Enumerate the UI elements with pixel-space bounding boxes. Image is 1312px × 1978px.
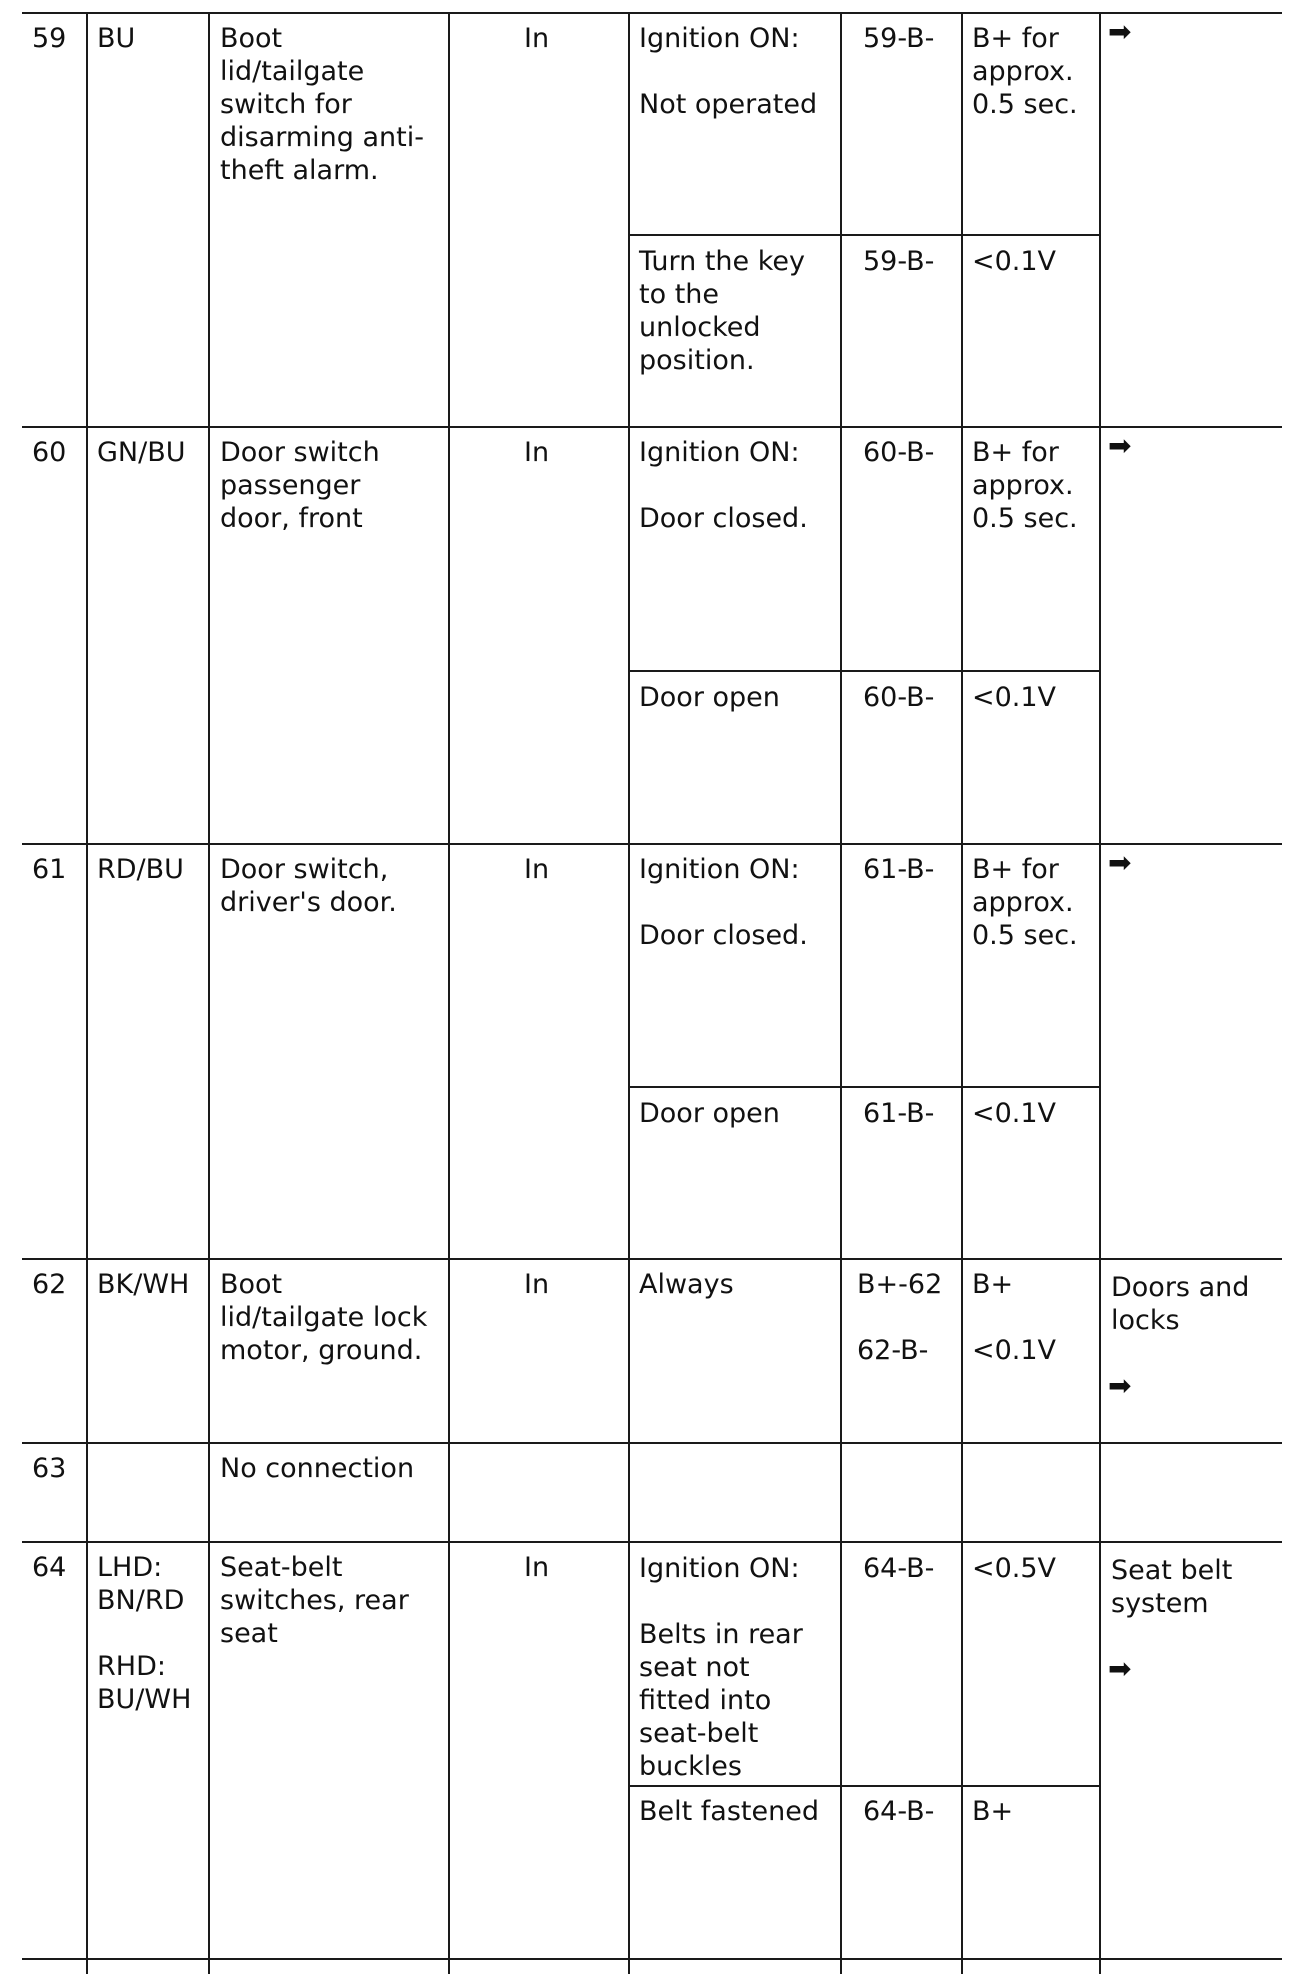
measure-points: 60-B- <box>863 682 935 713</box>
nominal-value: <0.1V <box>972 682 1057 713</box>
pin-number: 64 <box>32 1552 67 1583</box>
measure-points: B+-62 62-B- <box>857 1269 943 1366</box>
nominal-value: B+ for approx. 0.5 sec. <box>972 23 1078 120</box>
sub-row-divider <box>628 670 1100 672</box>
test-condition: Door open <box>639 1098 780 1129</box>
pin-description: Boot lid/tailgate switch for disarming anti- theft alarm. <box>220 23 425 186</box>
signal-direction: In <box>524 1269 550 1300</box>
sub-row-divider <box>628 1785 1100 1787</box>
row-divider <box>22 426 1282 428</box>
row-divider <box>22 1541 1282 1543</box>
measure-points: 64-B- <box>863 1553 935 1584</box>
sub-row-divider <box>628 234 1100 236</box>
measure-points: 59-B- <box>863 23 935 54</box>
nominal-value: <0.1V <box>972 246 1057 277</box>
measure-points: 59-B- <box>863 246 935 277</box>
nominal-value: <0.5V <box>972 1553 1057 1584</box>
measure-points: 60-B- <box>863 437 935 468</box>
wire-color: LHD: BN/RD RHD: BU/WH <box>97 1552 192 1715</box>
nominal-value: <0.1V <box>972 1098 1057 1129</box>
column-divider <box>448 12 450 1974</box>
wire-color: BK/WH <box>97 1269 190 1300</box>
signal-direction: In <box>524 23 550 54</box>
row-divider <box>22 1958 1282 1960</box>
pin-description: Door switch passenger door, front <box>220 437 380 534</box>
test-condition: Door open <box>639 682 780 713</box>
row-divider <box>22 1258 1282 1260</box>
test-condition: Turn the key to the unlocked position. <box>639 246 805 376</box>
column-divider <box>961 12 963 1974</box>
wire-color: BU <box>97 23 136 54</box>
signal-direction: In <box>524 437 550 468</box>
measure-points: 61-B- <box>863 1098 935 1129</box>
pin-description: Door switch, driver's door. <box>220 854 397 918</box>
sub-row-divider <box>628 1086 1100 1088</box>
test-condition: Always <box>639 1269 734 1300</box>
column-divider <box>840 12 842 1974</box>
right-arrow-icon[interactable]: ➡ <box>1108 846 1132 879</box>
right-arrow-icon[interactable]: ➡ <box>1108 1652 1132 1685</box>
reference-section[interactable]: Seat belt system <box>1111 1555 1233 1619</box>
measure-points: 61-B- <box>863 854 935 885</box>
pin-number: 62 <box>32 1269 67 1300</box>
row-divider <box>22 1442 1282 1444</box>
pin-number: 61 <box>32 854 67 885</box>
column-divider <box>86 12 88 1974</box>
test-condition: Ignition ON: Not operated <box>639 23 818 120</box>
pin-description: Boot lid/tailgate lock motor, ground. <box>220 1269 428 1366</box>
right-arrow-icon[interactable]: ➡ <box>1108 429 1132 462</box>
reference-section[interactable]: Doors and locks <box>1111 1272 1250 1336</box>
wire-color: GN/BU <box>97 437 186 468</box>
measure-points: 64-B- <box>863 1796 935 1827</box>
signal-direction: In <box>524 1552 550 1583</box>
right-arrow-icon[interactable]: ➡ <box>1108 1369 1132 1402</box>
row-divider <box>22 843 1282 845</box>
pin-number: 59 <box>32 23 67 54</box>
test-condition: Ignition ON: Door closed. <box>639 854 808 951</box>
pin-description: No connection <box>220 1453 415 1484</box>
column-divider <box>1099 12 1101 1974</box>
test-condition: Belt fastened <box>639 1796 819 1827</box>
test-condition: Ignition ON: Door closed. <box>639 437 808 534</box>
wire-color: RD/BU <box>97 854 184 885</box>
column-divider <box>208 12 210 1974</box>
nominal-value: B+ for approx. 0.5 sec. <box>972 854 1078 951</box>
nominal-value: B+ for approx. 0.5 sec. <box>972 437 1078 534</box>
nominal-value: B+ <0.1V <box>972 1269 1057 1366</box>
pin-number: 60 <box>32 437 67 468</box>
row-divider <box>22 12 1282 14</box>
pin-number: 63 <box>32 1453 67 1484</box>
test-condition: Ignition ON: Belts in rear seat not fitted into seat-belt buckles <box>639 1553 803 1782</box>
right-arrow-icon[interactable]: ➡ <box>1108 15 1132 48</box>
nominal-value: B+ <box>972 1796 1014 1827</box>
signal-direction: In <box>524 854 550 885</box>
column-divider <box>628 12 630 1974</box>
pin-description: Seat-belt switches, rear seat <box>220 1552 409 1649</box>
